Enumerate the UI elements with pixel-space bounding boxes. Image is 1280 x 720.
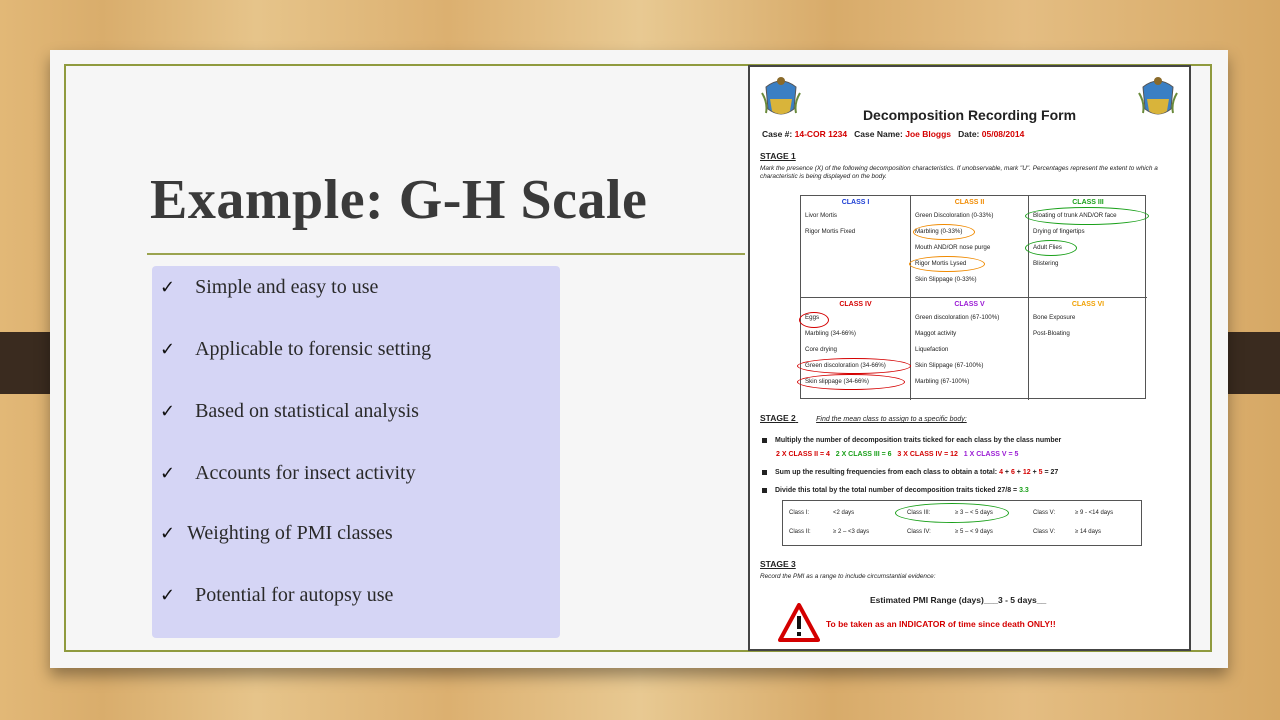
stage1-instructions: Mark the presence (X) of the following decomposition characteristics. If unobservable, mark "U". Percentages represent the extent to which a characteristic is being displayed on the body. bbox=[760, 165, 1158, 180]
warning-text: To be taken as an INDICATOR of time since death ONLY!! bbox=[826, 619, 1056, 629]
red-circle-annotation bbox=[797, 358, 911, 374]
square-bullet-icon bbox=[762, 488, 767, 493]
sum-part: 12 bbox=[1022, 469, 1031, 476]
checkmark-icon: ✓ bbox=[160, 339, 176, 360]
bullet-text: Weighting of PMI classes bbox=[187, 522, 393, 544]
class-heading: CLASS VI bbox=[1071, 301, 1105, 308]
table-cell: ≥ 3 – < 5 days bbox=[955, 510, 993, 516]
checkmark-icon: ✓ bbox=[160, 523, 176, 544]
stage2-calculations bbox=[776, 451, 1018, 458]
class-trait: Core drying bbox=[805, 346, 837, 353]
checkmark-icon: ✓ bbox=[160, 277, 176, 298]
table-cell: Class I: bbox=[789, 510, 810, 516]
bullet-list-panel bbox=[152, 266, 560, 638]
class-trait: Liquefaction bbox=[915, 346, 949, 353]
slide-title: Example: G-H Scale bbox=[150, 169, 648, 231]
stage2-step1 bbox=[762, 437, 1061, 444]
class-i-cell bbox=[801, 196, 911, 298]
class-trait: Mouth AND/OR nose purge bbox=[915, 244, 991, 251]
mean-value: 3.3 bbox=[1019, 487, 1029, 494]
checkmark-icon: ✓ bbox=[160, 585, 176, 606]
class-grid bbox=[800, 195, 1146, 399]
pmi-label: Estimated PMI Range (days) bbox=[870, 595, 984, 605]
stage2-subtitle: Find the mean class to assign to a specific body: bbox=[816, 416, 967, 423]
form-title: Decomposition Recording Form bbox=[862, 107, 1077, 123]
step1-text: Multiply the number of decomposition traits ticked for each class by the class number bbox=[775, 437, 1062, 444]
bullet-item bbox=[160, 338, 431, 361]
calc-part: 2 X CLASS III = 6 bbox=[835, 451, 892, 458]
class-trait: Marbling (0-33%) bbox=[915, 228, 963, 235]
sum-total: 27 bbox=[1050, 469, 1059, 476]
square-bullet-icon bbox=[762, 470, 767, 475]
bullet-text: Applicable to forensic setting bbox=[195, 338, 432, 360]
class-trait: Skin slippage (34-66%) bbox=[805, 378, 869, 385]
case-details-line bbox=[762, 129, 1024, 139]
class-heading: CLASS V bbox=[954, 301, 985, 308]
sum-part: 6 bbox=[1010, 469, 1015, 476]
title-divider bbox=[147, 253, 745, 255]
stage2-step2: Sum up the resulting frequencies from each class to obtain a total: 4 + 6 + 12 + 5 = 27 bbox=[762, 469, 1058, 476]
bullet-item bbox=[160, 400, 419, 423]
stage2-step3 bbox=[762, 487, 1029, 494]
calc-part: 2 X CLASS II = 4 bbox=[776, 451, 830, 458]
class-trait: Eggs bbox=[805, 314, 820, 321]
stage2-label: STAGE 2 bbox=[760, 413, 796, 423]
date-value: 05/08/2014 bbox=[981, 129, 1025, 139]
warning-icon bbox=[778, 603, 820, 643]
red-circle-annotation bbox=[797, 374, 905, 390]
green-circle-annotation bbox=[1025, 207, 1149, 225]
stage1-heading: STAGE 1 bbox=[760, 151, 796, 161]
green-circle-annotation bbox=[1025, 240, 1077, 256]
bullet-item bbox=[160, 462, 416, 485]
case-name-value: Joe Bloggs bbox=[905, 129, 952, 139]
class-trait: Rigor Mortis Fixed bbox=[805, 228, 856, 235]
bullet-text: Simple and easy to use bbox=[195, 276, 379, 298]
class-trait: Green discoloration (67-100%) bbox=[915, 314, 1000, 321]
red-circle-annotation bbox=[799, 312, 829, 328]
class-trait: Blistering bbox=[1033, 260, 1059, 267]
bullet-item bbox=[160, 276, 378, 299]
stage3-subtitle: Record the PMI as a range to include circumstantial evidence: bbox=[760, 573, 936, 580]
pmi-value: 3 - 5 days bbox=[998, 595, 1037, 605]
class-heading: CLASS IV bbox=[839, 301, 872, 308]
class-heading: CLASS II bbox=[954, 199, 985, 206]
table-cell: Class III: bbox=[907, 510, 931, 516]
green-circle-annotation bbox=[895, 503, 1009, 523]
calc-part: 3 X CLASS IV = 12 bbox=[897, 451, 958, 458]
table-cell: Class V: bbox=[1033, 529, 1056, 535]
table-cell: ≥ 14 days bbox=[1075, 529, 1101, 535]
table-cell: ≥ 9 - <14 days bbox=[1075, 510, 1114, 516]
bullet-item bbox=[160, 584, 393, 607]
class-trait: Green discoloration (34-66%) bbox=[805, 362, 886, 369]
class-trait: Rigor Mortis Lysed bbox=[915, 260, 967, 267]
class-trait: Green Discoloration (0-33%) bbox=[915, 212, 994, 219]
step3-text: Divide this total by the total number of decomposition traits ticked 27/8 = bbox=[775, 487, 1018, 494]
case-name-label: Case Name: bbox=[854, 129, 903, 139]
step2-text: Sum up the resulting frequencies from each class to obtain a total: bbox=[775, 469, 998, 476]
table-cell: Class II: bbox=[789, 529, 811, 535]
table-cell: Class IV: bbox=[907, 529, 931, 535]
table-cell: <2 days bbox=[833, 510, 855, 516]
table-cell: ≥ 2 – <3 days bbox=[833, 529, 870, 535]
class-trait: Marbling (67-100%) bbox=[915, 378, 970, 385]
bullet-text: Based on statistical analysis bbox=[195, 400, 419, 422]
class-trait: Maggot activity bbox=[915, 330, 957, 337]
pmi-range-line: Estimated PMI Range (days)___3 - 5 days__ bbox=[870, 595, 1047, 605]
case-label: Case #: bbox=[762, 129, 793, 139]
class-trait: Bone Exposure bbox=[1033, 314, 1076, 321]
checkmark-icon: ✓ bbox=[160, 401, 176, 422]
bullet-text: Accounts for insect activity bbox=[195, 462, 416, 484]
square-bullet-icon bbox=[762, 438, 767, 443]
class-duration-table bbox=[782, 500, 1142, 546]
class-ii-cell bbox=[911, 196, 1029, 298]
bullet-text: Potential for autopsy use bbox=[195, 584, 394, 606]
orange-circle-annotation bbox=[913, 224, 975, 240]
table-cell: Class V: bbox=[1033, 510, 1056, 516]
sum-part: 5 bbox=[1038, 469, 1043, 476]
class-vi-cell bbox=[1029, 298, 1147, 400]
slide-card bbox=[50, 50, 1228, 668]
class-trait: Skin Slippage (0-33%) bbox=[915, 276, 977, 283]
class-trait: Bloating of trunk AND/OR face bbox=[1033, 212, 1117, 219]
class-trait: Post-Bloating bbox=[1033, 330, 1070, 337]
class-v-cell bbox=[911, 298, 1029, 400]
class-heading: CLASS III bbox=[1072, 199, 1104, 206]
class-trait: Livor Mortis bbox=[805, 212, 837, 219]
stage3-heading: STAGE 3 bbox=[760, 559, 796, 569]
stage2-heading bbox=[760, 413, 967, 423]
bullet-item bbox=[160, 522, 393, 545]
class-trait: Drying of fingertips bbox=[1033, 228, 1085, 235]
class-trait: Skin Slippage (67-100%) bbox=[915, 362, 984, 369]
date-label: Date: bbox=[958, 129, 980, 139]
table-cell: ≥ 5 – < 9 days bbox=[955, 529, 993, 535]
class-heading: CLASS I bbox=[841, 199, 870, 206]
orange-circle-annotation bbox=[909, 256, 985, 272]
class-trait: Marbling (34-66%) bbox=[805, 330, 856, 337]
decomposition-form-image bbox=[748, 65, 1191, 651]
case-value: 14-COR 1234 bbox=[794, 129, 848, 139]
calc-part: 1 X CLASS V = 5 bbox=[963, 451, 1019, 458]
sum-part: 4 bbox=[999, 469, 1003, 476]
class-trait: Adult Flies bbox=[1033, 244, 1062, 251]
checkmark-icon: ✓ bbox=[160, 463, 176, 484]
